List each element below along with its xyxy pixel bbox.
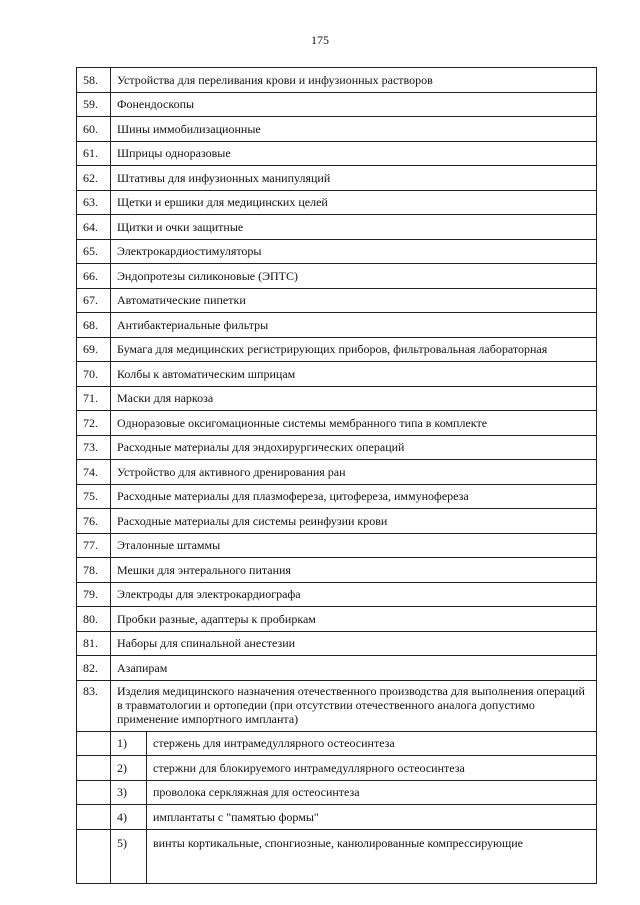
table-row-83 — [77, 680, 597, 731]
table-row — [77, 607, 597, 632]
row-text: Колбы к автоматическим шприцам — [111, 362, 597, 387]
sub-row-number: 1) — [111, 731, 147, 756]
row-number: 68. — [77, 313, 111, 338]
table-row — [77, 288, 597, 313]
row-text: Устройства для переливания крови и инфузионных растворов — [111, 68, 597, 93]
row-text: Электроды для электрокардиографа — [111, 582, 597, 607]
table-row — [77, 141, 597, 166]
items-table-body — [77, 68, 597, 884]
row-number: 72. — [77, 411, 111, 436]
sub-row-number: 3) — [111, 780, 147, 805]
blank-cell — [77, 756, 111, 781]
row-number: 59. — [77, 92, 111, 117]
table-row — [77, 460, 597, 485]
sub-row-text: стержни для блокируемого интрамедуллярного остеосинтеза — [147, 756, 597, 781]
row-text: Шины иммобилизационные — [111, 117, 597, 142]
sub-row-text: стержень для интрамедуллярного остеосинтеза — [147, 731, 597, 756]
row-number: 73. — [77, 435, 111, 460]
blank-cell — [77, 829, 111, 883]
sub-row — [77, 805, 597, 830]
row-number: 64. — [77, 215, 111, 240]
row-text: Штативы для инфузионных манипуляций — [111, 166, 597, 191]
row-number: 77. — [77, 533, 111, 558]
row-number: 71. — [77, 386, 111, 411]
row-number: 61. — [77, 141, 111, 166]
row-text: Одноразовые оксигомационные системы мембранного типа в комплекте — [111, 411, 597, 436]
sub-row-text: винты кортикальные, спонгиозные, канюлированные компрессирующие — [147, 829, 597, 883]
row-text: Расходные материалы для плазмофереза, цитофереза, иммунофереза — [111, 484, 597, 509]
row-text: Мешки для энтерального питания — [111, 558, 597, 583]
sub-row — [77, 756, 597, 781]
row-number: 82. — [77, 656, 111, 681]
row-text: Электрокардиостимуляторы — [111, 239, 597, 264]
row-number: 79. — [77, 582, 111, 607]
row-text: Шприцы одноразовые — [111, 141, 597, 166]
row-number: 62. — [77, 166, 111, 191]
page-number: 175 — [311, 33, 329, 47]
sub-row-text: проволока серкляжная для остеосинтеза — [147, 780, 597, 805]
row-number: 63. — [77, 190, 111, 215]
table-row — [77, 117, 597, 142]
table-row — [77, 215, 597, 240]
sub-row-number: 4) — [111, 805, 147, 830]
row-number: 70. — [77, 362, 111, 387]
sub-row-number: 2) — [111, 756, 147, 781]
sub-row-number: 5) — [111, 829, 147, 883]
sub-row — [77, 731, 597, 756]
row-number: 80. — [77, 607, 111, 632]
blank-cell — [77, 805, 111, 830]
row-text: Щетки и ершики для медицинских целей — [111, 190, 597, 215]
row-number: 69. — [77, 337, 111, 362]
table-row — [77, 582, 597, 607]
row-text: Автоматические пипетки — [111, 288, 597, 313]
row-text: Азапирам — [111, 656, 597, 681]
row-number: 65. — [77, 239, 111, 264]
row-number: 75. — [77, 484, 111, 509]
row-text: Фонендоскопы — [111, 92, 597, 117]
row-text: Эталонные штаммы — [111, 533, 597, 558]
row-text: Щитки и очки защитные — [111, 215, 597, 240]
row-text: Бумага для медицинских регистрирующих приборов, фильтровальная лабораторная — [111, 337, 597, 362]
table-row — [77, 362, 597, 387]
table-row — [77, 509, 597, 534]
table-row — [77, 656, 597, 681]
table-row — [77, 484, 597, 509]
table-row — [77, 166, 597, 191]
sub-row — [77, 829, 597, 883]
table-row — [77, 631, 597, 656]
row-number: 74. — [77, 460, 111, 485]
row-text: Расходные материалы для эндохирургических операций — [111, 435, 597, 460]
table-row — [77, 239, 597, 264]
table-row — [77, 190, 597, 215]
row-number: 78. — [77, 558, 111, 583]
table-row — [77, 313, 597, 338]
row-text: Устройство для активного дренирования ран — [111, 460, 597, 485]
items-table — [76, 67, 597, 884]
table-row — [77, 435, 597, 460]
row-text: Эндопротезы силиконовые (ЭПТС) — [111, 264, 597, 289]
row-number: 58. — [77, 68, 111, 93]
row-number: 76. — [77, 509, 111, 534]
row-number: 83. — [77, 680, 111, 731]
row-number: 67. — [77, 288, 111, 313]
sub-row-text: имплантаты с "памятью формы" — [147, 805, 597, 830]
row-text: Пробки разные, адаптеры к пробиркам — [111, 607, 597, 632]
table-row — [77, 533, 597, 558]
row-number: 66. — [77, 264, 111, 289]
row-text: Антибактериальные фильтры — [111, 313, 597, 338]
sub-row — [77, 780, 597, 805]
table-row — [77, 558, 597, 583]
row-text: Изделия медицинского назначения отечественного производства для выполнения операций в травматологии и ортопедии (при отсутствии отечественного аналога допустимо применение импортного импланта) — [111, 680, 597, 731]
table-row — [77, 411, 597, 436]
row-text: Расходные материалы для системы реинфузии крови — [111, 509, 597, 534]
blank-cell — [77, 780, 111, 805]
row-text: Маски для наркоза — [111, 386, 597, 411]
table-row — [77, 92, 597, 117]
table-row — [77, 68, 597, 93]
table-row — [77, 264, 597, 289]
table-row — [77, 386, 597, 411]
blank-cell — [77, 731, 111, 756]
row-number: 60. — [77, 117, 111, 142]
row-number: 81. — [77, 631, 111, 656]
row-text: Наборы для спинальной анестезии — [111, 631, 597, 656]
table-row — [77, 337, 597, 362]
